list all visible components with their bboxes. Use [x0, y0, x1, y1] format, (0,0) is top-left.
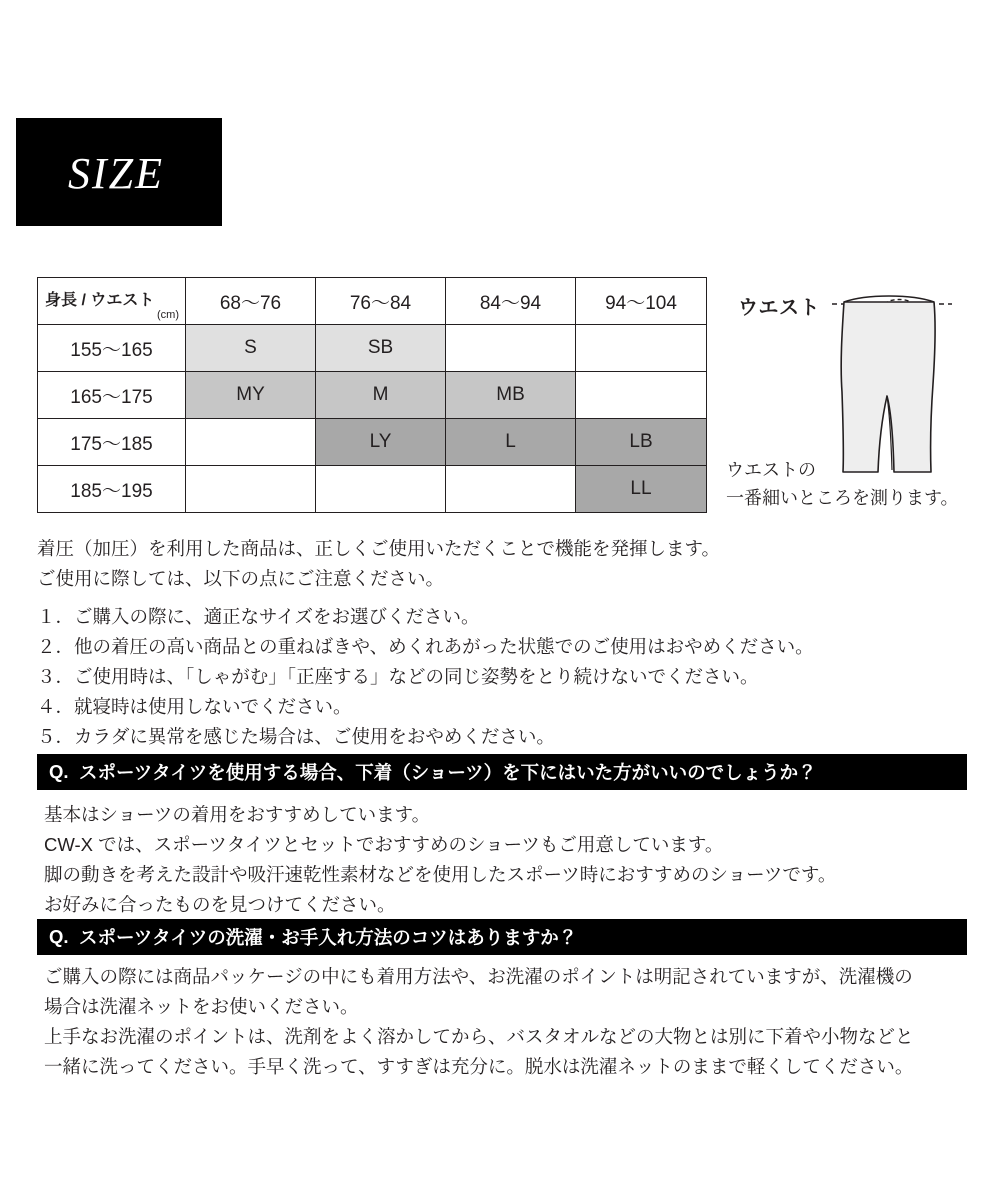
faq-q-mark-2: Q.: [49, 926, 69, 947]
usage-notes-lead: [37, 534, 967, 594]
waist-column-header-3: 84〜94: [446, 278, 576, 325]
usage-notes-list: [37, 602, 967, 752]
waist-column-header-1: 68〜76: [186, 278, 316, 325]
size-cell-r1c4: [576, 325, 707, 372]
waist-measure-label: ウエスト: [738, 297, 820, 319]
waist-note-line-2: 一番細いところを測ります。: [726, 487, 959, 508]
faq-answer-line: 基本はショーツの着用をおすすめしています。: [44, 804, 431, 825]
waist-column-header-2: 76〜84: [316, 278, 446, 325]
faq-question-text-2: スポーツタイツの洗濯・お手入れ方法のコツはありますか？: [79, 927, 578, 948]
usage-notes-block: [37, 534, 967, 752]
size-cell-r3c1: [186, 419, 316, 466]
faq-question-text-1: スポーツタイツを使用する場合、下着（ショーツ）を下にはいた方がいいのでしょうか？: [79, 762, 817, 783]
size-cell-r1c2: SB: [316, 325, 446, 372]
height-row-label-1: 155〜165: [38, 325, 186, 372]
faq-question-bar-2: [37, 919, 967, 955]
corner-label: 身長 / ウエスト: [45, 292, 155, 310]
table-row: [38, 466, 707, 513]
list-item: １．ご購入の際に、適正なサイズをお選びください。: [37, 605, 480, 627]
height-row-label-4: 185〜195: [38, 466, 186, 513]
usage-notes-lead-line-1: 着圧（加圧）を利用した商品は、正しくご使用いただくことで機能を発揮します。: [37, 538, 721, 559]
table-corner-header: [38, 278, 186, 325]
size-cell-r2c2: M: [316, 372, 446, 419]
faq-answer-2: [44, 962, 974, 1082]
list-item: ５．カラダに異常を感じた場合は、ご使用をおやめください。: [37, 725, 555, 747]
size-table-container: [37, 277, 706, 513]
list-item: ３．ご使用時は、「しゃがむ」「正座する」などの同じ姿勢をとり続けないでください。: [37, 665, 759, 687]
size-table: [37, 277, 707, 513]
faq-answer-line: 上手なお洗濯のポイントは、洗剤をよく溶かしてから、バスタオルなどの大物とは別に下着や小物などと: [44, 1025, 914, 1047]
waist-note-line-1: ウエストの: [726, 460, 816, 480]
height-row-label-3: 175〜185: [38, 419, 186, 466]
size-cell-r1c3: [446, 325, 576, 372]
size-cell-r4c3: [446, 466, 576, 513]
size-cell-r4c2: [316, 466, 446, 513]
faq-question-bar-1: [37, 754, 967, 790]
faq-q-mark-1: Q.: [49, 761, 69, 782]
table-row: [38, 325, 707, 372]
faq-answer-line: 脚の動きを考えた設計や吸汗速乾性素材などを使用したスポーツ時におすすめのショーツです。: [44, 863, 837, 885]
faq-answer-line: CW-X では、スポーツタイツとセットでおすすめのショーツもご用意しています。: [44, 833, 724, 855]
size-cell-r4c1: [186, 466, 316, 513]
corner-unit: (cm): [157, 308, 179, 321]
usage-notes-lead-line-2: ご使用に際しては、以下の点にご注意ください。: [37, 567, 445, 589]
size-cell-r3c2: LY: [316, 419, 446, 466]
table-row: [38, 419, 707, 466]
size-cell-r1c1: S: [186, 325, 316, 372]
size-banner-label: SIZE: [68, 149, 164, 198]
faq-answer-line: お好みに合ったものを見つけてください。: [44, 893, 396, 915]
size-cell-r2c3: MB: [446, 372, 576, 419]
waist-measure-note: [726, 457, 959, 513]
list-item: ４．就寝時は使用しないでください。: [37, 695, 352, 717]
faq-answer-line: ご購入の際には商品パッケージの中にも着用方法や、お洗濯のポイントは明記されていますが、洗濯機の: [44, 966, 913, 987]
height-row-label-2: 165〜175: [38, 372, 186, 419]
table-header-row: [38, 278, 707, 325]
size-cell-r4c4: LL: [576, 466, 707, 513]
faq-answer-line: 場合は洗濯ネットをお使いください。: [44, 995, 359, 1017]
size-cell-r3c3: L: [446, 419, 576, 466]
size-cell-r2c1: MY: [186, 372, 316, 419]
faq-answer-1: [44, 800, 974, 920]
list-item: ２．他の着圧の高い商品との重ねばきや、めくれあがった状態でのご使用はおやめください。: [37, 635, 814, 657]
faq-answer-line: 一緒に洗ってください。手早く洗って、すすぎは充分に。脱水は洗濯ネットのままで軽くしてください。: [44, 1055, 914, 1077]
table-row: [38, 372, 707, 419]
size-cell-r3c4: LB: [576, 419, 707, 466]
size-banner: [16, 118, 222, 226]
waist-column-header-4: 94〜104: [576, 278, 707, 325]
size-cell-r2c4: [576, 372, 707, 419]
